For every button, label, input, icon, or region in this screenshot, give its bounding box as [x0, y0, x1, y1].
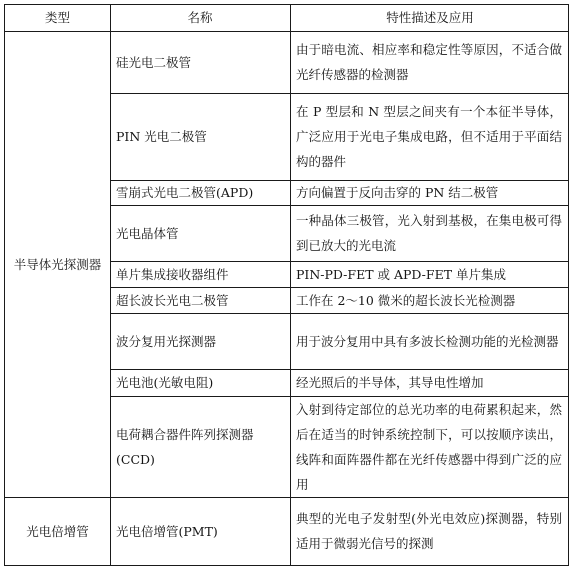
row-divider — [110, 369, 568, 370]
document-page — [4, 4, 569, 566]
description-cell: 一种晶体三极管，光入射到基极，在集电极可得到已放大的光电流 — [296, 213, 562, 253]
description-cell: 用于波分复用中具有多波长检测功能的光检测器 — [296, 333, 559, 349]
description-cell: 经光照后的半导体，其导电性增加 — [296, 375, 484, 390]
photodetector-table — [4, 4, 569, 566]
header-description: 特性描述及应用 — [386, 10, 474, 25]
row-divider — [110, 205, 568, 206]
row-divider — [110, 396, 568, 397]
description-cell: 入射到待定部位的总光功率的电荷累积起来，然后在适当的时钟系统控制下，可以按顺序读出，线阵和面阵器件都在光纤传感器中得到广泛的应用 — [296, 401, 562, 492]
header-divider — [5, 31, 568, 32]
description-cell: PIN-PD-FET 或 APD-FET 单片集成 — [296, 266, 507, 282]
description-cell: 方向偏置于反向击穿的 PN 结二极管 — [296, 185, 499, 200]
description-cell: 在 P 型层和 N 型层之间夹有一个本征半导体，广泛应用于光电子集成电路，但不适用于平面结构的器件 — [296, 104, 562, 169]
row-divider — [110, 93, 568, 94]
column-divider — [110, 5, 111, 565]
name-cell: 单片集成接收器组件 — [116, 266, 229, 282]
row-divider — [110, 180, 568, 181]
name-cell: 光电倍增管(PMT) — [116, 523, 218, 539]
name-cell: 硅光电二极管 — [116, 54, 192, 70]
row-divider — [110, 287, 568, 288]
name-cell: 雪崩式光电二极管(APD) — [116, 185, 254, 200]
type-cell-pmt: 光电倍增管 — [26, 523, 89, 539]
header-type: 类型 — [44, 10, 70, 25]
description-cell: 工作在 2～10 微米的超长波长光检测器 — [296, 292, 516, 308]
type-cell-semiconductor: 半导体光探测器 — [13, 256, 102, 272]
row-divider — [110, 261, 568, 262]
description-cell: 典型的光电子发射型(外光电效应)探测器，特别适用于微弱光信号的探测 — [296, 511, 562, 551]
name-cell: 电荷耦合器件阵列探测器(CCD) — [116, 426, 254, 467]
group-divider — [5, 497, 568, 498]
column-divider — [290, 5, 291, 565]
name-cell: 波分复用光探测器 — [116, 333, 217, 349]
row-divider — [110, 313, 568, 314]
name-cell: 超长波长光电二极管 — [116, 292, 229, 308]
name-cell: 光电晶体管 — [116, 225, 179, 241]
name-cell: PIN 光电二极管 — [116, 129, 207, 144]
name-cell: 光电池(光敏电阻) — [116, 375, 214, 390]
header-name: 名称 — [187, 10, 213, 25]
description-cell: 由于暗电流、相应率和稳定性等原因，不适合做光纤传感器的检测器 — [296, 42, 562, 82]
